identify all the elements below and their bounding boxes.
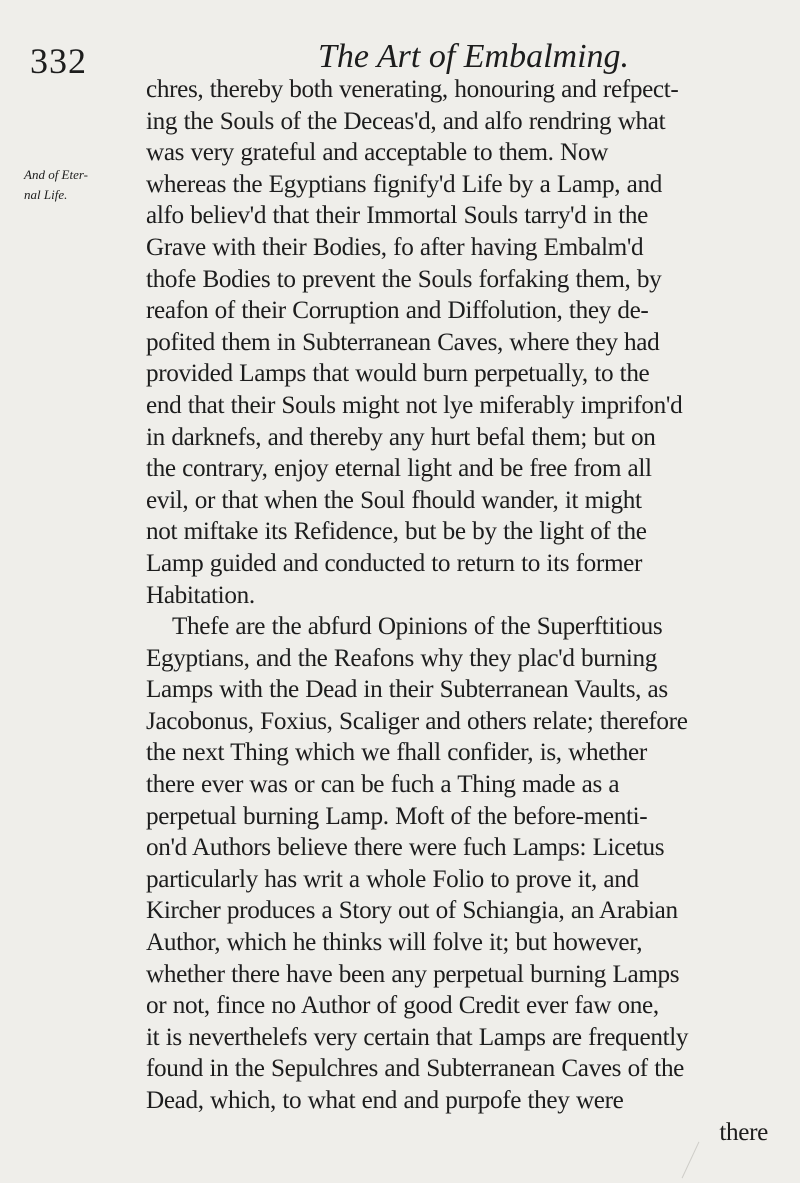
text-line: whether there have been any perpetual burning Lamps [146, 960, 680, 988]
text-line: Jacobonus, Foxius, Scaliger and others relate; therefore [146, 707, 688, 735]
margin-note-line: And of Eter- [24, 167, 89, 182]
text-line: end that their Souls might not lye miferably imprifon'd [146, 391, 683, 419]
text-line: the next Thing which we fhall confider, is, whether [146, 739, 647, 767]
text-line: chres, thereby both venerating, honouring and refpect- [146, 76, 679, 103]
margin-note-line: nal Life. [24, 187, 68, 202]
running-title: The Art of Embalming. [318, 38, 630, 75]
text-line: alfo believ'd that their Immortal Souls tarry'd in the [146, 202, 648, 230]
text-line: reafon of their Corruption and Diffolution, they de- [146, 297, 649, 325]
paragraph-start-line: Thefe are the abfurd Opinions of the Superftitious [172, 613, 663, 641]
text-line: found in the Sepulchres and Subterranean Caves of the [146, 1055, 685, 1083]
text-line: the contrary, enjoy eternal light and be free from all [146, 455, 652, 483]
text-line: Habitation. [146, 581, 255, 609]
text-line: pofited them in Subterranean Caves, where they had [146, 328, 660, 356]
text-line: particularly has writ a whole Folio to prove it, and [146, 865, 639, 893]
text-line: Egyptians, and the Reafons why they plac'd burning [146, 644, 657, 672]
text-line: on'd Authors believe there were fuch Lamps: Licetus [146, 834, 665, 862]
catchword: there [719, 1118, 768, 1146]
text-line: ing the Souls of the Deceas'd, and alfo rendring what [146, 107, 666, 135]
text-line: there ever was or can be fuch a Thing made as a [146, 771, 620, 799]
text-line: provided Lamps that would burn perpetually, to the [146, 360, 650, 388]
margin-note [24, 165, 124, 205]
text-line: was very grateful and acceptable to them. Now [146, 139, 608, 167]
text-line: whereas the Egyptians fignify'd Life by a Lamp, and [146, 170, 662, 198]
text-line: it is neverthelefs very certain that Lamps are frequently [146, 1023, 689, 1051]
text-line: Kircher produces a Story out of Schiangia, an Arabian [146, 897, 678, 925]
text-line: Grave with their Bodies, fo after having Embalm'd [146, 233, 644, 261]
text-line: in darknefs, and thereby any hurt befal them; but on [146, 423, 656, 451]
text-line: not miftake its Refidence, but be by the light of the [146, 518, 647, 546]
text-line: thofe Bodies to prevent the Souls forfaking them, by [146, 265, 662, 293]
text-line: or not, fince no Author of good Credit ever faw one, [146, 992, 659, 1020]
page-number: 332 [30, 41, 87, 81]
body-text [146, 74, 780, 1148]
text-line: Author, which he thinks will folve it; but however, [146, 929, 643, 957]
text-line: Dead, which, to what end and purpofe they were [146, 1087, 624, 1114]
text-line: Lamps with the Dead in their Subterranean Vaults, as [146, 676, 668, 704]
text-line: perpetual burning Lamp. Moft of the before-menti- [146, 802, 648, 830]
text-line: evil, or that when the Soul fhould wander, it might [146, 486, 642, 514]
text-line: Lamp guided and conducted to return to its former [146, 549, 643, 577]
